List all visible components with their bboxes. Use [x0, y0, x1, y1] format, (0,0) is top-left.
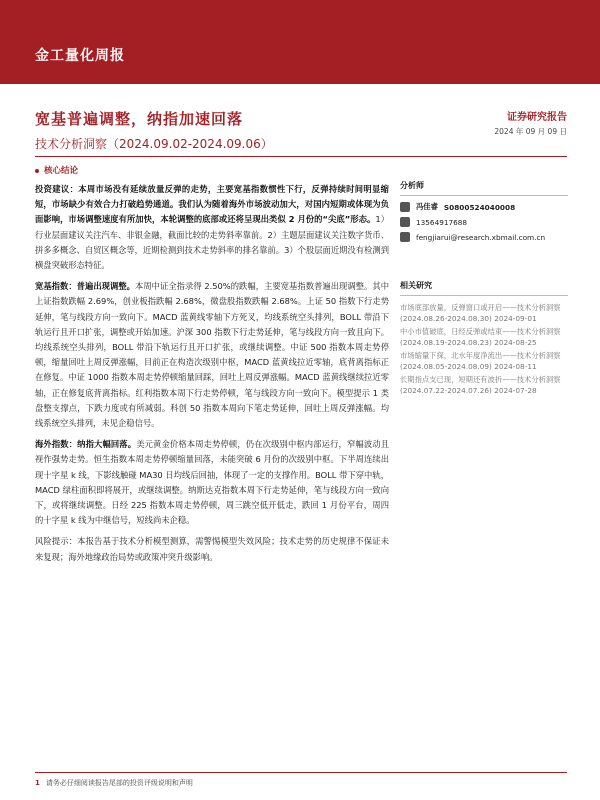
phone-row	[400, 217, 568, 227]
analyst-row	[400, 202, 568, 212]
related-item[interactable]: 中小市值破底，日经反弹或结束——技术分析洞察(2024.08.19-2024.08.23) 2024-08-25	[400, 327, 561, 347]
report-series-title: 金工量化周报	[35, 48, 125, 64]
analyst-phone: 13564917688	[416, 217, 468, 227]
paragraph-text: 1）行业层面建议关注汽车、非银金融，截面比较的走势斜率靠前。2）主题层面建议关注数字货币、拼多多概念、自贸区概念等，近期检测到技术走势斜率的排名靠前。3）个股层面近期没有检测到横盘突破形态特征。	[35, 214, 389, 271]
paragraph-overseas-index	[35, 437, 389, 528]
section-label-text: 核心结论	[44, 166, 79, 176]
bullet-icon	[35, 169, 39, 173]
paragraph-text: 本周中证全指录得 2.50%的跌幅，主要宽基指数普遍出现调整。其中上证指数跌幅 2.69%，创业板指跌幅 2.68%，微盘股指数跌幅 2.68%。上证 50 指数下行走势延伸，笔与线段方向一致向下。MACD 蓝黄线零轴下方死叉，均线系统空头排列，BOLL 带沿下轨运行且开口扩张，调整或开始加速。沪深 300 指数下行走势延伸，笔与线段方向一致且向下。均线系统空头排列，BOLL 带沿下轨运行且开口扩张，或继续调整。中证 500 指数本周走势停顿，缩量回吐上周反弹涨幅，目前正在构造次级别中枢，MACD 蓝黄线拉近零轴，底背离指标正在修复。中证 1000 指数本周走势停顿缩量回踩，回吐上周反弹涨幅。MACD 蓝黄线继续拉近零轴，正在修复底背离指标。红利指数本周下行走势停顿，笔与线段方向一致向下。模型提示 1 类盘整支撑点，下跌力度或有所减弱。科创 50 指数本周向下笔走势延伸，回吐上周反弹涨幅。均线系统空头排列，未见企稳信号。	[35, 281, 389, 429]
paragraph-lead: 海外指数：纳指大幅回落。	[35, 439, 137, 450]
paragraph-text: 美元黄金价格本周走势停顿，仍在次级别中枢内部运行，窄幅波动且视作强势走势。恒生指数本周走势停顿缩量回落，未能突破 6 月份的次级别中枢。下半周连续出现十字星 k 线，下影线触碰 MA30 日均线后回抽，体现了一定的支撑作用。BOLL 带下穿中轨，MACD 绿柱面积即将展开，或继续调整。纳斯达克指数本周下行走势延伸，笔与线段方向一致向下，或将继续调整。日经 225 指数本周走势停顿，周三跳空低开低走，跌回 1 月份平台，周四的十字星 k 线为中继信号，短线尚未企稳。	[35, 439, 389, 526]
footer	[35, 778, 193, 788]
paragraph-lead: 投资建议：	[35, 184, 79, 194]
person-icon	[400, 202, 410, 212]
paragraph-lead: 宽基指数：普遍出现调整。	[35, 281, 135, 292]
email-row	[400, 232, 568, 242]
section-label	[35, 164, 78, 176]
divider	[35, 156, 567, 157]
related-item[interactable]: 长期指点支已现，短期还有波折——技术分析洞察(2024.07.22-2024.07.26) 2024-07-28	[400, 375, 561, 395]
paragraph-lead-text: 本周市场没有延续放量反弹的走势，主要宽基指数惯性下行，反弹持续时间明显缩短，市场缺少有效合力打破趋势通道。我们认为随着海外市场波动加大，对国内短期或体现为负面影响，市场调整速度有所加快，本轮调整的底部或还将呈现出类似 2 月份的“尖底”形态。	[35, 184, 389, 225]
phone-icon	[400, 217, 410, 227]
paragraph-investment	[35, 182, 389, 273]
related-item[interactable]: 市场缩量下探，北水年度净流出——技术分析洞察(2024.08.05-2024.08.09) 2024-08-11	[400, 351, 561, 371]
footer-divider	[35, 772, 567, 773]
page-title: 宽基普遍调整，纳指加速回落	[35, 110, 244, 128]
report-date: 2024 年 09 月 09 日	[494, 127, 567, 136]
page-number: 1	[35, 779, 40, 787]
analyst-email[interactable]: fengjiarui@research.xbmail.com.cn	[416, 232, 546, 242]
analyst-heading: 分析师	[400, 180, 568, 196]
related-item[interactable]: 市场底部放量，反弹窗口或开启——技术分析洞察(2024.08.26-2024.08.30) 2024-09-01	[400, 303, 561, 323]
analyst-sac: S0800524040008	[443, 202, 516, 212]
body-text	[35, 182, 389, 571]
page-subtitle: 技术分析洞察（2024.09.02-2024.09.06）	[35, 137, 273, 151]
related-heading: 相关研究	[400, 280, 568, 296]
mail-icon	[400, 232, 410, 242]
report-type: 证券研究报告	[507, 112, 567, 123]
analyst-name: 冯佳睿	[416, 202, 438, 211]
header-bar	[0, 0, 600, 84]
paragraph-risk	[35, 534, 389, 564]
paragraph-text: 风险提示：本报告基于技术分析模型测算，需警惕模型失效风险；技术走势的历史规律不保证未来复现；海外地缘政治局势或政策冲突升级影响。	[35, 536, 389, 562]
footer-disclaimer: 请务必仔细阅读报告尾部的投资评级说明和声明	[45, 779, 193, 787]
paragraph-broad-index	[35, 279, 389, 431]
sidebar	[400, 180, 568, 398]
